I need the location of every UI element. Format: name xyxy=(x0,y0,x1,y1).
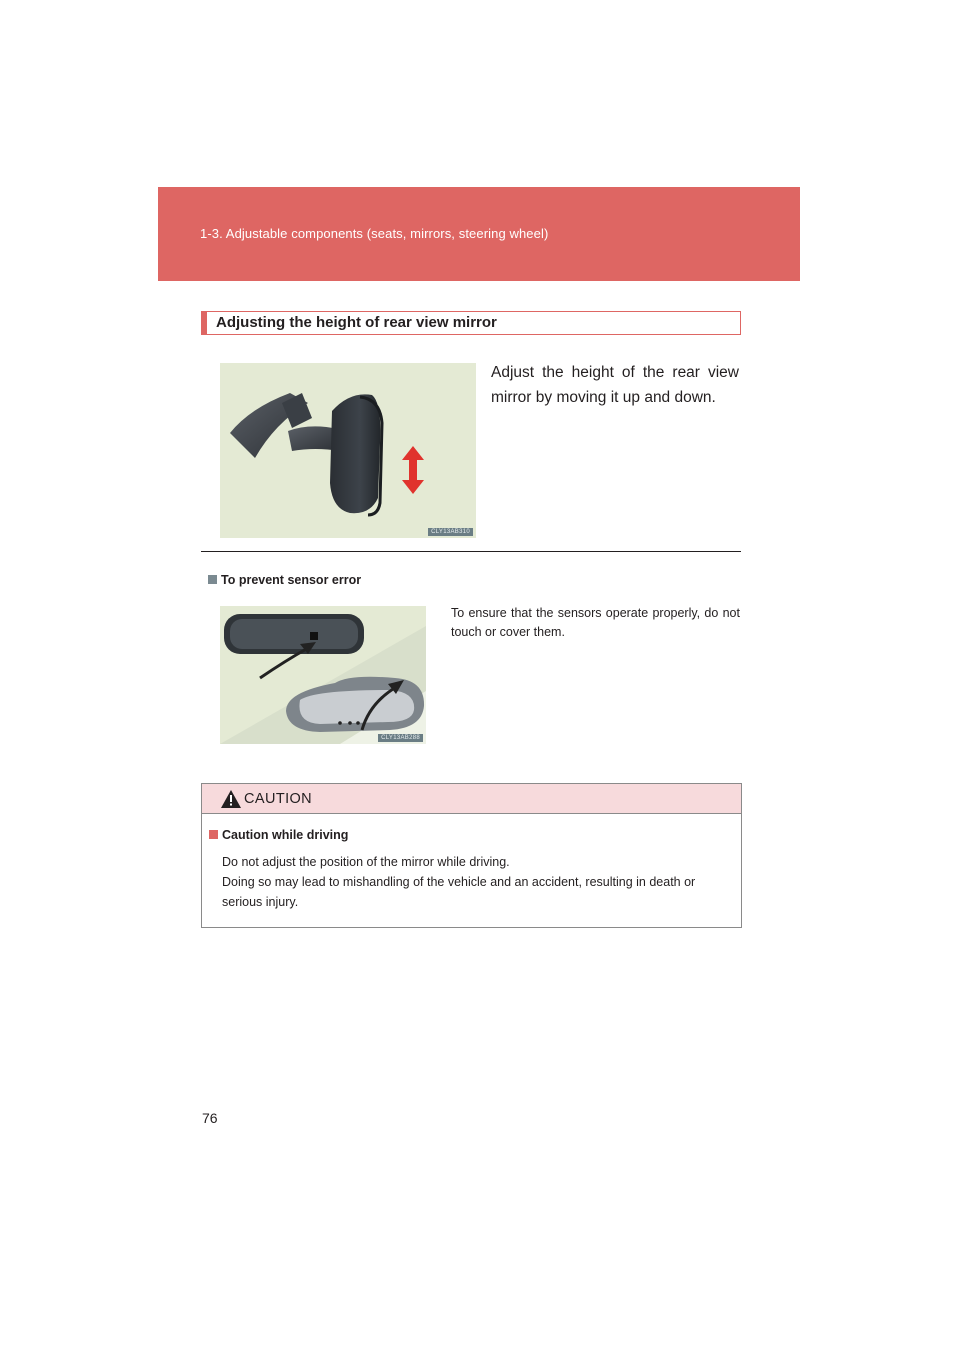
section-body: Adjust the height of the rear view mirror by moving it up and down. xyxy=(491,364,739,406)
image-code: CLY13AB288 xyxy=(378,734,423,742)
caution-line-1: Do not adjust the position of the mirror while driving. xyxy=(222,855,510,869)
section-title: Adjusting the height of rear view mirror xyxy=(216,314,497,331)
sensor-drawing xyxy=(220,606,426,744)
bullet-square-icon xyxy=(209,830,218,839)
image-code: CLY13AB310 xyxy=(428,528,473,536)
caution-header xyxy=(202,784,741,814)
heading-accent-bar xyxy=(201,311,207,335)
warning-triangle-icon xyxy=(221,790,241,808)
caution-box xyxy=(201,783,742,928)
page-number: 76 xyxy=(202,1110,218,1126)
caution-subheading xyxy=(209,828,348,842)
bullet-square-icon xyxy=(208,575,217,584)
mirror-drawing xyxy=(220,363,476,538)
mirror-height-illustration xyxy=(220,363,476,538)
section-breadcrumb: 1-3. Adjustable components (seats, mirrors, steering wheel) xyxy=(200,226,549,241)
section-heading xyxy=(201,311,741,335)
caution-label: CAUTION xyxy=(244,791,313,807)
caution-subtitle: Caution while driving xyxy=(222,828,349,842)
up-down-arrow-icon xyxy=(402,446,424,494)
caution-text xyxy=(222,852,738,912)
note-title: To prevent sensor error xyxy=(221,573,362,587)
divider xyxy=(201,551,741,552)
note-body: To ensure that the sensors operate properly, do not touch or cover them. xyxy=(451,606,740,639)
note-heading xyxy=(208,573,361,587)
caution-line-2: Doing so may lead to mishandling of the vehicle and an accident, resulting in death or serious injury. xyxy=(222,875,696,909)
sensor-illustration xyxy=(220,606,426,744)
